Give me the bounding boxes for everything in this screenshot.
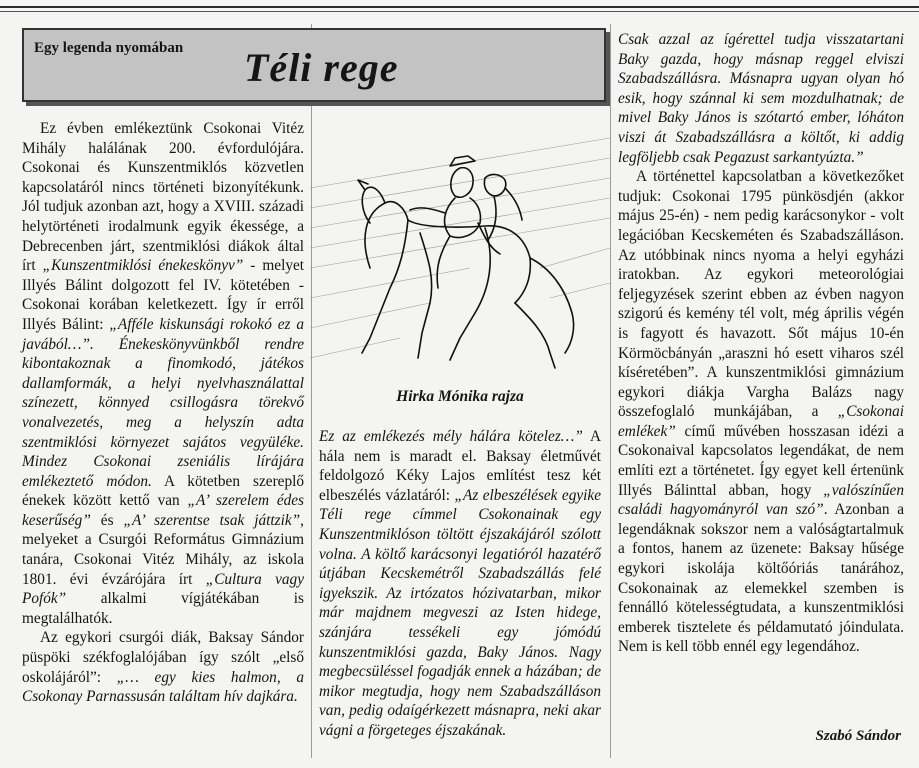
title-banner: [22, 28, 606, 102]
text-run: , melyeket a Csurgói Református Gimnázium tanára, Csokonai Vitéz Mihály, az iskola 1801. évi évzárójára írt: [22, 511, 304, 588]
italic-run: „… egy kies halmon, a Csokonay Parnassusán találtam hív dajkára.: [22, 668, 304, 706]
text-run: . Azonban a legendáknak sokszor nem a valóságtartalmuk a fontos, hanem az üzenete: Baksay hűsége egykori iskolája költőóriás tanárához, Csokonainak az elemekkel szemben is fennálló kötelességtudata, a kunszentmiklósi emberek tisztelete és példamutató jóindulata. Nem is kell több ennél egy legendához.: [618, 501, 904, 656]
illustration-caption: Hirka Mónika rajza: [396, 388, 524, 405]
text-run: című művében hosszasan idézi a Csokonaival kapcsolatos legendákat, de nem említi ezt a történetet. Így egyet kell értenünk Illyés Bálinttal abban, hogy: [618, 422, 904, 499]
column-1: [22, 119, 304, 707]
text-run: A kötetben szereplő énekek között kettő van: [22, 472, 304, 510]
horse-rider-illustration: [310, 128, 610, 380]
italic-run: „Cultura vagy Pofók”: [22, 570, 304, 608]
section-kicker: Egy legenda nyomában: [34, 40, 184, 56]
text-run: - melyet Illyés Bálint dolgozott fel IV. kötetében - Csokonai korában keletkezett. Így ír erről Illyés Bálint:: [22, 257, 305, 333]
text-run: A hála nem is maradt el. Baksay életművét feldolgozó Kéky Lajos említést tesz két elbeszélés vázlatáról:: [319, 428, 602, 504]
italic-run: „Az elbeszélések egyike Téli rege címmel Csokonainak egy Kunszentmiklóson töltött éjszakájáról szólott volna. A költő karácsonyi legatióról hazatérő útjában Kecskemétről Szabadszállás felé igyekszik. Az irtózatos hózivatarban, mikor már majdnem megveszi az Isten hidege, szánjára tessékeli egy jómódú kunszentmiklósi gazda, Baky János. Nagy megbecsüléssel fogadják ennek a házában; de mikor megtudja, hogy nem Szabadszálláson van, pedig odaígérkezett másnapra, neki akar vágni a förgeteges éjszakának.: [319, 486, 601, 739]
italic-run: „Kunszentmiklósi énekeskönyv”: [42, 257, 244, 275]
column-divider: [610, 24, 611, 758]
article-title: Téli rege: [244, 45, 399, 90]
paragraph: [618, 30, 904, 167]
italic-run: Ez az emlékezés mély hálára kötelez…”: [319, 428, 583, 445]
text-run: A történettel kapcsolatban a következőket tudjuk: Csokonai 1795 pünkösdjén (akkor május 25-én) - nem pedig karácsonykor - volt legációban Kecskeméten és Szabadszálláson. Az utóbbinak nincs nyoma a helyi egyházi iratokban. Az egykori meteorológiai feljegyzések szerint ebben az évben nagyon szigorú és kemény tél volt, még április végén is fagyott és havazott. Sőt május 10-én Körmöcbányán „araszni hó esett viharos szél kíséretében”. A kunszentmiklósi gimnázium egykori diákja Vargha Balázs nagy összefoglaló munkájában, a: [618, 168, 904, 421]
text-run: alkalmi vígjátékában is megtalálhatók.: [22, 590, 304, 627]
top-rule: [0, 6, 919, 8]
paragraph: [22, 119, 304, 628]
column-3: [618, 30, 904, 657]
text-run: Az egykori csurgói diák, Baksay Sándor püspöki székfoglalójában így szólt „első oskolájáról”:: [22, 629, 304, 686]
paragraph: [319, 427, 601, 741]
italic-run: „A’ szerelem édes keserűség”: [22, 492, 304, 529]
paragraph: [618, 167, 904, 657]
top-rule-thin: [0, 11, 919, 12]
author-signature: Szabó Sándor: [815, 728, 901, 744]
italic-run: „valószínűen családi hagyományról van szó”: [618, 481, 904, 519]
text-run: Ez évben emlékeztünk Csokonai Vitéz Mihály halálának 200. évfordulójára. Csokonai és Kunszentmiklós közvetlen kapcsolatáról nincs történeti bizonyítékunk. Jól tudjuk azonban azt, hogy a XVIII. századi helytörténeti irodalmunk egyik ékessége, a Debrecenben járt, szentmiklósi diákok által írt: [22, 120, 304, 275]
italic-run: „Csokonai emlékek”: [618, 403, 904, 440]
italic-run: „A’ szerentse tsak játtzik”: [123, 511, 301, 529]
column-2: [319, 427, 601, 741]
italic-run: Csak azzal az ígérettel tudja visszatartani Baky gazda, hogy másnap reggel elviszi Szabadszállásra. Másnapra ugyan olyan hó esik, hogy szánnal ki sem mozdulhatnak; de mivel Baky János is szótartó ember, lóháton viszi át Szabadszállásra a költőt, ki addig legföljebb csak Pegazust sarkantyúzta.”: [618, 31, 904, 166]
italic-run: „Afféle kiskunsági rokokó ez a javából…”. Énekeskönyvünkből rendre kibontakoznak a finomkodó, játékos dallamformák, a helyi nyelvhasználattal színezett, könnyed csillogásra törekvő vonalvezetés, meg a helyszín adta szentmiklósi környezet sajátos vegyüléke. Mindez Csokonai zseniális lírájára emlékeztető módon.: [22, 315, 305, 490]
text-run: és: [90, 511, 124, 529]
paragraph: [22, 628, 304, 706]
